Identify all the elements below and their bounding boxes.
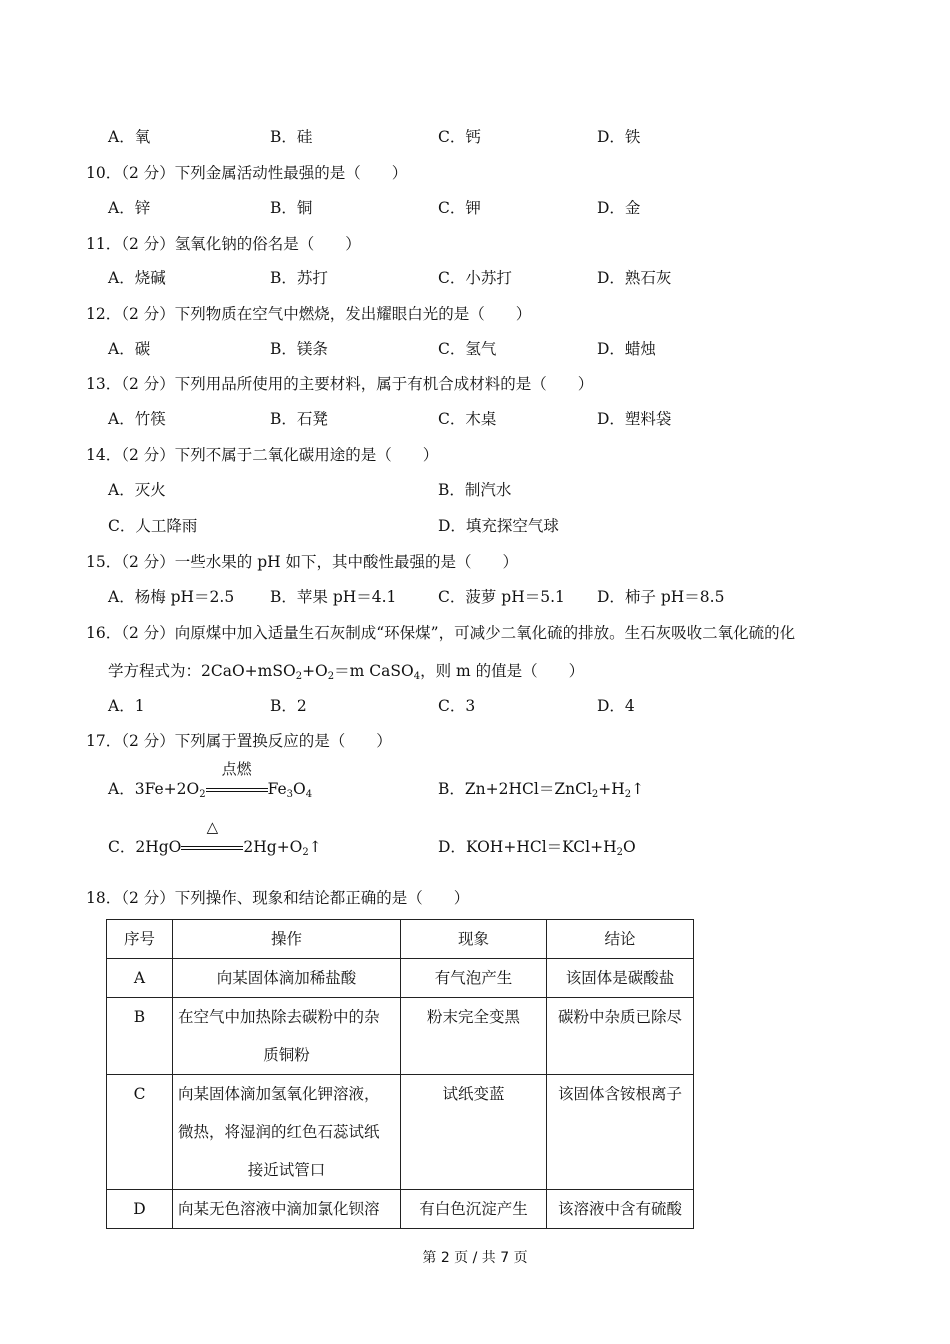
q16-sub-o2: 2 <box>327 671 335 682</box>
q10-option-c: C．钾 <box>438 199 481 217</box>
q17-d-sub: 2 <box>616 847 624 858</box>
row-operation: 向某固体滴加稀盐酸 <box>173 959 401 998</box>
row-id: B <box>107 998 173 1075</box>
q14-option-a: A．灭火 <box>108 481 166 499</box>
q16-eq-part2: +O <box>302 662 328 680</box>
q16-stem-line1: 16．（2 分）向原煤中加入适量生石灰制成“环保煤”，可减少二氧化硫的排放。生石灰吸收二氧化硫的化 <box>86 624 796 642</box>
q16-sub-so2: 2 <box>295 671 303 682</box>
q10-option-d: D．金 <box>597 199 641 217</box>
q11-stem: 11．（2 分）氢氧化钠的俗名是（ ） <box>86 235 361 253</box>
q17-a-sub: 2 <box>199 789 206 800</box>
operation-line: 微热，将湿润的红色石蕊试纸 <box>178 1123 380 1141</box>
q16-stem-line2 <box>108 661 584 681</box>
q17-a-reactants: 3Fe+2O <box>134 780 200 798</box>
operation-line: 接近试管口 <box>247 1161 326 1179</box>
q17-option-c <box>108 818 322 858</box>
q17-c-condition-sign <box>181 818 243 857</box>
q12-option-d: D．蜡烛 <box>597 340 656 358</box>
row-conclusion: 该固体是碳酸盐 <box>547 959 694 998</box>
q16-option-b: B．2 <box>270 697 307 715</box>
q17-stem: 17．（2 分）下列属于置换反应的是（ ） <box>86 732 392 750</box>
q15-option-d: D．柿子 pH＝8.5 <box>597 588 725 606</box>
q14-option-d: D．填充探空气球 <box>438 517 559 535</box>
q17-d-o: O <box>623 838 636 856</box>
q17-c-sub: 2 <box>302 847 309 858</box>
q17-a-condition-sign <box>206 760 268 799</box>
q18-table <box>106 919 694 1229</box>
q17-d-eq: KOH+HCl＝KCl+H <box>465 838 617 856</box>
row-phenomenon: 有白色沉淀产生 <box>401 1190 547 1229</box>
q17-a-o: O <box>293 780 306 798</box>
q11-option-a: A．烧碱 <box>108 269 166 287</box>
q17-c-label: C． <box>108 838 136 856</box>
q17-a-sub4: 4 <box>305 789 313 800</box>
q9-option-c: C．钙 <box>438 128 481 146</box>
row-conclusion: 碳粉中杂质已除尽 <box>547 998 694 1075</box>
table-header-phenomenon: 现象 <box>401 920 547 959</box>
q15-option-c: C．菠萝 pH＝5.1 <box>438 588 565 606</box>
table-row <box>107 998 694 1075</box>
operation-line: 在空气中加热除去碳粉中的杂 <box>178 1008 380 1026</box>
q17-c-products: 2Hg+O <box>243 838 303 856</box>
q17-a-sub3: 3 <box>286 789 294 800</box>
q15-option-b: B．苹果 pH＝4.1 <box>270 588 397 606</box>
q17-b-label: B． <box>438 780 465 798</box>
q14-option-b: B．制汽水 <box>438 481 512 499</box>
q13-option-a: A．竹筷 <box>108 410 166 428</box>
q17-option-b <box>438 779 644 799</box>
row-phenomenon: 粉末完全变黑 <box>401 998 547 1075</box>
q16-option-d: D．4 <box>597 697 635 715</box>
q16-eq-part3: ＝m CaSO <box>334 662 414 680</box>
operation-line: 质铜粉 <box>263 1046 310 1064</box>
operation-line: 向某固体滴加氢氧化钾溶液， <box>178 1085 380 1103</box>
row-id: D <box>107 1190 173 1229</box>
row-id: C <box>107 1075 173 1190</box>
q16-option-a: A．1 <box>108 697 145 715</box>
q11-option-b: B．苏打 <box>270 269 328 287</box>
q13-stem: 13．（2 分）下列用品所使用的主要材料，属于有机合成材料的是（ ） <box>86 375 594 393</box>
row-id: A <box>107 959 173 998</box>
q17-option-d <box>438 837 636 857</box>
q13-option-d: D．塑料袋 <box>597 410 672 428</box>
gas-arrow-icon: ↑ <box>631 780 645 798</box>
table-header-row <box>107 920 694 959</box>
q10-stem: 10．（2 分）下列金属活动性最强的是（ ） <box>86 164 408 182</box>
row-operation: 向某无色溶液中滴加氯化钡溶 <box>173 1190 401 1229</box>
row-conclusion: 该固体含铵根离子 <box>547 1075 694 1190</box>
q10-option-a: A．锌 <box>108 199 151 217</box>
q10-option-b: B．铜 <box>270 199 313 217</box>
q17-b-sub: 2 <box>591 789 599 800</box>
row-conclusion: 该溶液中含有硫酸 <box>547 1190 694 1229</box>
q16-eq-part4: ，则 m 的值是（ ） <box>420 662 585 680</box>
table-header-id: 序号 <box>107 920 173 959</box>
q16-sub-so4: 4 <box>413 671 421 682</box>
row-operation <box>173 1075 401 1190</box>
q14-option-c: C．人工降雨 <box>108 517 198 535</box>
q17-b-eq: Zn+2HCl＝ZnCl <box>464 780 592 798</box>
q9-option-a: A．氧 <box>108 128 151 146</box>
table-header-operation: 操作 <box>173 920 401 959</box>
q15-stem: 15．（2 分）一些水果的 pH 如下，其中酸性最强的是（ ） <box>86 553 519 571</box>
gas-arrow-icon: ↑ <box>308 838 322 856</box>
q12-stem: 12．（2 分）下列物质在空气中燃烧，发出耀眼白光的是（ ） <box>86 305 532 323</box>
q12-option-c: C．氢气 <box>438 340 497 358</box>
q17-b-sub2: 2 <box>624 789 632 800</box>
q9-option-b: B．硅 <box>270 128 313 146</box>
q11-option-c: C．小苏打 <box>438 269 512 287</box>
q17-a-label: A． <box>108 780 135 798</box>
q17-d-label: D． <box>438 838 466 856</box>
q17-c-reactant: 2HgO <box>135 838 182 856</box>
q13-option-c: C．木桌 <box>438 410 497 428</box>
q9-option-d: D．铁 <box>597 128 641 146</box>
q13-option-b: B．石凳 <box>270 410 328 428</box>
row-operation <box>173 998 401 1075</box>
table-header-conclusion: 结论 <box>547 920 694 959</box>
table-row <box>107 959 694 998</box>
q18-stem: 18．（2 分）下列操作、现象和结论都正确的是（ ） <box>86 889 470 907</box>
q11-option-d: D．熟石灰 <box>597 269 672 287</box>
page-footer: 第 2 页 / 共 7 页 <box>422 1250 528 1266</box>
table-row <box>107 1075 694 1190</box>
q12-option-b: B．镁条 <box>270 340 328 358</box>
table-row <box>107 1190 694 1229</box>
q12-option-a: A．碳 <box>108 340 151 358</box>
row-phenomenon: 试纸变蓝 <box>401 1075 547 1190</box>
q16-eq-part1: 学方程式为：2CaO+mSO <box>108 662 296 680</box>
row-phenomenon: 有气泡产生 <box>401 959 547 998</box>
q15-option-a: A．杨梅 pH＝2.5 <box>108 588 235 606</box>
q14-stem: 14．（2 分）下列不属于二氧化碳用途的是（ ） <box>86 446 439 464</box>
q17-b-h: +H <box>598 780 625 798</box>
q17-a-product: Fe <box>267 780 287 798</box>
q17-option-a <box>108 760 313 800</box>
heat-triangle-icon: △ <box>206 818 219 836</box>
q17-a-condition: 点燃 <box>221 760 252 778</box>
q16-option-c: C．3 <box>438 697 476 715</box>
